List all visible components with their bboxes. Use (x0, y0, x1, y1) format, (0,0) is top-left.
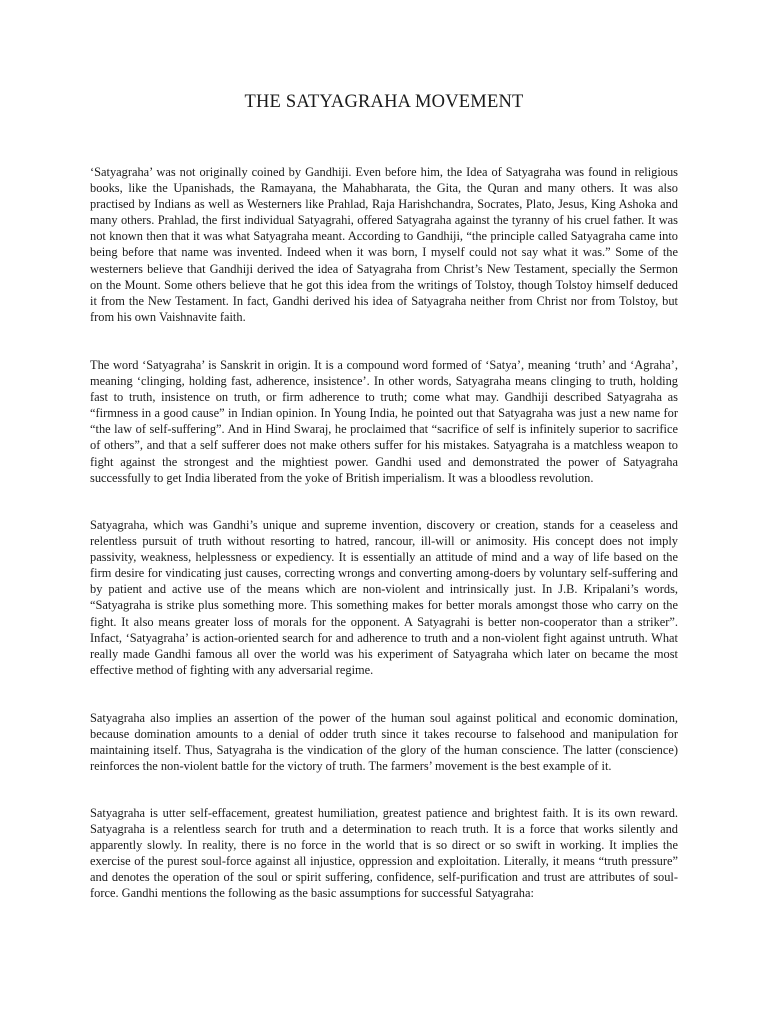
paragraph-soul-power: Satyagraha also implies an assertion of the power of the human soul against political and economic domination, because domination amounts to a denial of odder truth since it takes recourse to falsehood and manipulation for maintaining itself. Thus, Satyagraha is the vindication of the glory of the human conscience. The latter (conscience) reinforces the non-violent battle for the victory of truth. The farmers’ movement is the best example of it. (90, 711, 678, 774)
paragraph-origin: ‘Satyagraha’ was not originally coined by Gandhiji. Even before him, the Idea of Satyagraha was found in religious books, like the Upanishads, the Ramayana, the Mahabharata, the Gita, the Quran and many others. It was also practised by Indians as well as Westerners like Prahlad, Raja Harishchandra, Socrates, Plato, Jesus, King Ashoka and many others. Prahlad, the first individual Satyagrahi, offered Satyagraha against the tyranny of his cruel father. It was not known then that it was what Satyagraha meant. According to Gandhiji, “the principle called Satyagraha came into being before that name was invented. Indeed when it was born, I myself could not say what it was.” Some of the westerners believe that Gandhiji derived the idea of Satyagraha from Christ’s New Testament, specially the Sermon on the Mount. Some others believe that he got this idea from the writings of Tolstoy, though Tolstoy himself deduced it from the New Testament. In fact, Gandhi derived his idea of Satyagraha neither from Christ nor from Tolstoy, but from his own Vaishnavite faith. (90, 165, 678, 324)
paragraph-self-effacement: Satyagraha is utter self-effacement, greatest humiliation, greatest patience and brightest faith. It is its own reward. Satyagraha is a relentless search for truth and a determination to reach truth. It is a force that works silently and apparently slowly. In reality, there is no force in the world that is so direct or so swift in working. It implies the exercise of the purest soul-force against all injustice, oppression and exploitation. Literally, it means “truth pressure” and denotes the operation of the soul or spirit suffering, confidence, self-purification and trust are attributes of soul-force. Gandhi mentions the following as the basic assumptions for successful Satyagraha: (90, 806, 678, 901)
paragraph-meaning: The word ‘Satyagraha’ is Sanskrit in origin. It is a compound word formed of ‘Satya’, meaning ‘truth’ and ‘Agraha’, meaning ‘clinging, holding fast, adherence, insistence’. In other words, Satyagraha means clinging to truth, holding fast to truth, insistence on truth, or firm adherence to truth; come what may. Gandhiji described Satyagraha as “firmness in a good cause” in Indian opinion. In Young India, he pointed out that Satyagraha was just a new name for “the law of self-suffering”. And in Hind Swaraj, he proclaimed that “sacrifice of self is infinitely superior to sacrifice of others”, and that a self sufferer does not make others suffer for his mistakes. Satyagraha is a matchless weapon to fight against the strongest and the mightiest power. Gandhi used and demonstrated the power of Satyagraha successfully to get India liberated from the yoke of British imperialism. It was a bloodless revolution. (90, 358, 678, 485)
paragraph-invention: Satyagraha, which was Gandhi’s unique and supreme invention, discovery or creation, stands for a ceaseless and relentless pursuit of truth without resorting to hatred, rancour, ill-will or animosity. His concept does not imply passivity, weakness, helplessness or expediency. It is essentially an attitude of mind and a way of life based on the firm desire for vindicating just causes, correcting wrongs and converting among-doers by voluntary self-suffering and by patient and active use of the means which are non-violent and intrinsically just. In J.B. Kripalani’s words, “Satyagraha is strike plus something more. This something makes for better morals amongst those who carry on the fight. It also means greater loss of morals for the opponent. A Satyagrahi is better non-cooperator than a striker”. Infact, ‘Satyagraha’ is action-oriented search for and adherence to truth and a non-violent fight against untruth. What really made Gandhi famous all over the world was his experiment of Satyagraha which later on became the most effective method of fighting with any adversarial regime. (90, 518, 678, 677)
document-title: THE SATYAGRAHA MOVEMENT (244, 92, 524, 112)
